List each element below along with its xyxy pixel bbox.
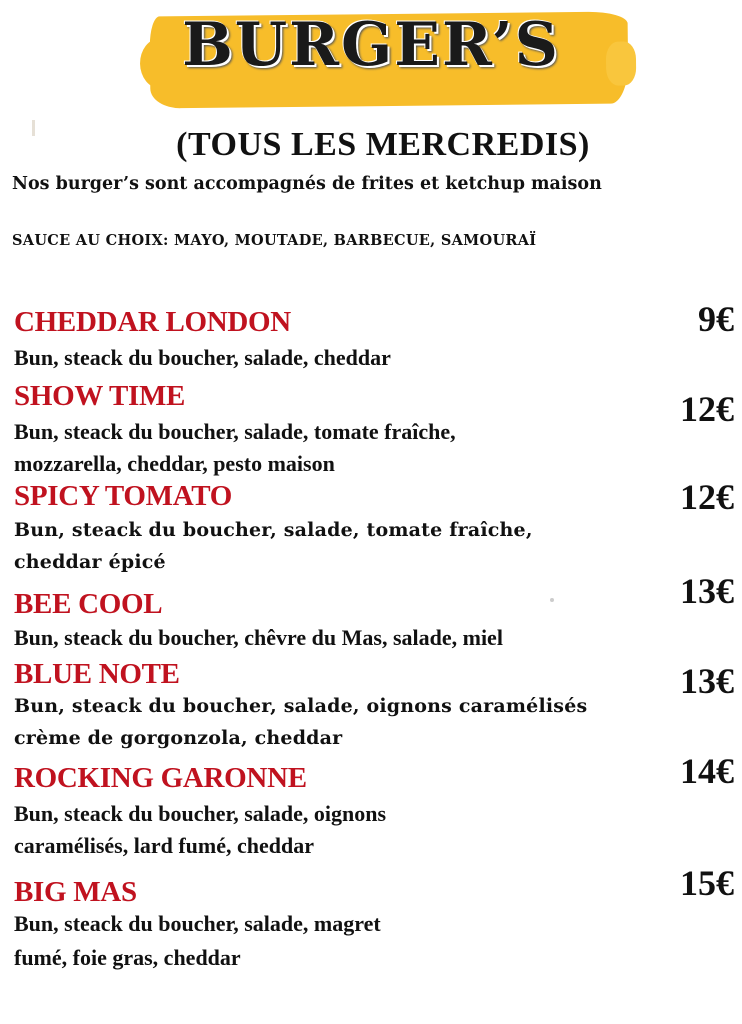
menu-item-name: CHEDDAR LONDON xyxy=(14,306,291,338)
menu-item-description: Bun, steack du boucher, salade, cheddar xyxy=(14,345,391,370)
menu-item-price: 13€ xyxy=(680,571,734,611)
subtitle: (TOUS LES MERCREDIS) xyxy=(176,126,590,163)
menu-item-description: caramélisés, lard fumé, cheddar xyxy=(14,833,314,858)
menu-item-description: Bun, steack du boucher, chêvre du Mas, salade, miel xyxy=(14,625,503,650)
menu-item-price: 14€ xyxy=(680,751,734,791)
intro-text: Nos burger’s sont accompagnés de frites et ketchup maison xyxy=(12,174,602,194)
menu-item-name: SPICY TOMATO xyxy=(14,480,232,512)
menu-item-description: cheddar épicé xyxy=(14,551,166,573)
sauce-choice-text: SAUCE AU CHOIX: MAYO, MOUTADE, BARBECUE, SAMOURAÏ xyxy=(12,232,537,249)
menu-item-description: mozzarella, cheddar, pesto maison xyxy=(14,451,335,476)
menu-item-description: Bun, steack du boucher, salade, magret xyxy=(14,911,381,936)
page-title: BURGER’S xyxy=(182,10,560,80)
menu-item-price: 13€ xyxy=(680,661,734,701)
menu-item-name: BIG MAS xyxy=(14,876,137,908)
menu-item-description: Bun, steack du boucher, salade, tomate fraîche, xyxy=(14,419,456,444)
menu-item-description: fumé, foie gras, cheddar xyxy=(14,945,241,970)
menu-item-price: 15€ xyxy=(680,863,734,903)
menu-item-description: crème de gorgonzola, cheddar xyxy=(14,727,343,749)
menu-item-price: 12€ xyxy=(680,389,734,429)
menu-item-description: Bun, steack du boucher, salade, oignons caramélisés xyxy=(14,695,588,717)
menu-item-description: Bun, steack du boucher, salade, tomate fraîche, xyxy=(14,519,533,541)
menu-item-description: Bun, steack du boucher, salade, oignons xyxy=(14,801,387,826)
menu-item-name: ROCKING GARONNE xyxy=(14,762,307,794)
decorative-dot xyxy=(550,598,554,602)
menu-item-name: SHOW TIME xyxy=(14,380,186,412)
menu-item-price: 9€ xyxy=(698,299,734,339)
menu-item-name: BEE COOL xyxy=(14,588,163,620)
menu-item-price: 12€ xyxy=(680,477,734,517)
menu-item-name: BLUE NOTE xyxy=(14,658,180,690)
